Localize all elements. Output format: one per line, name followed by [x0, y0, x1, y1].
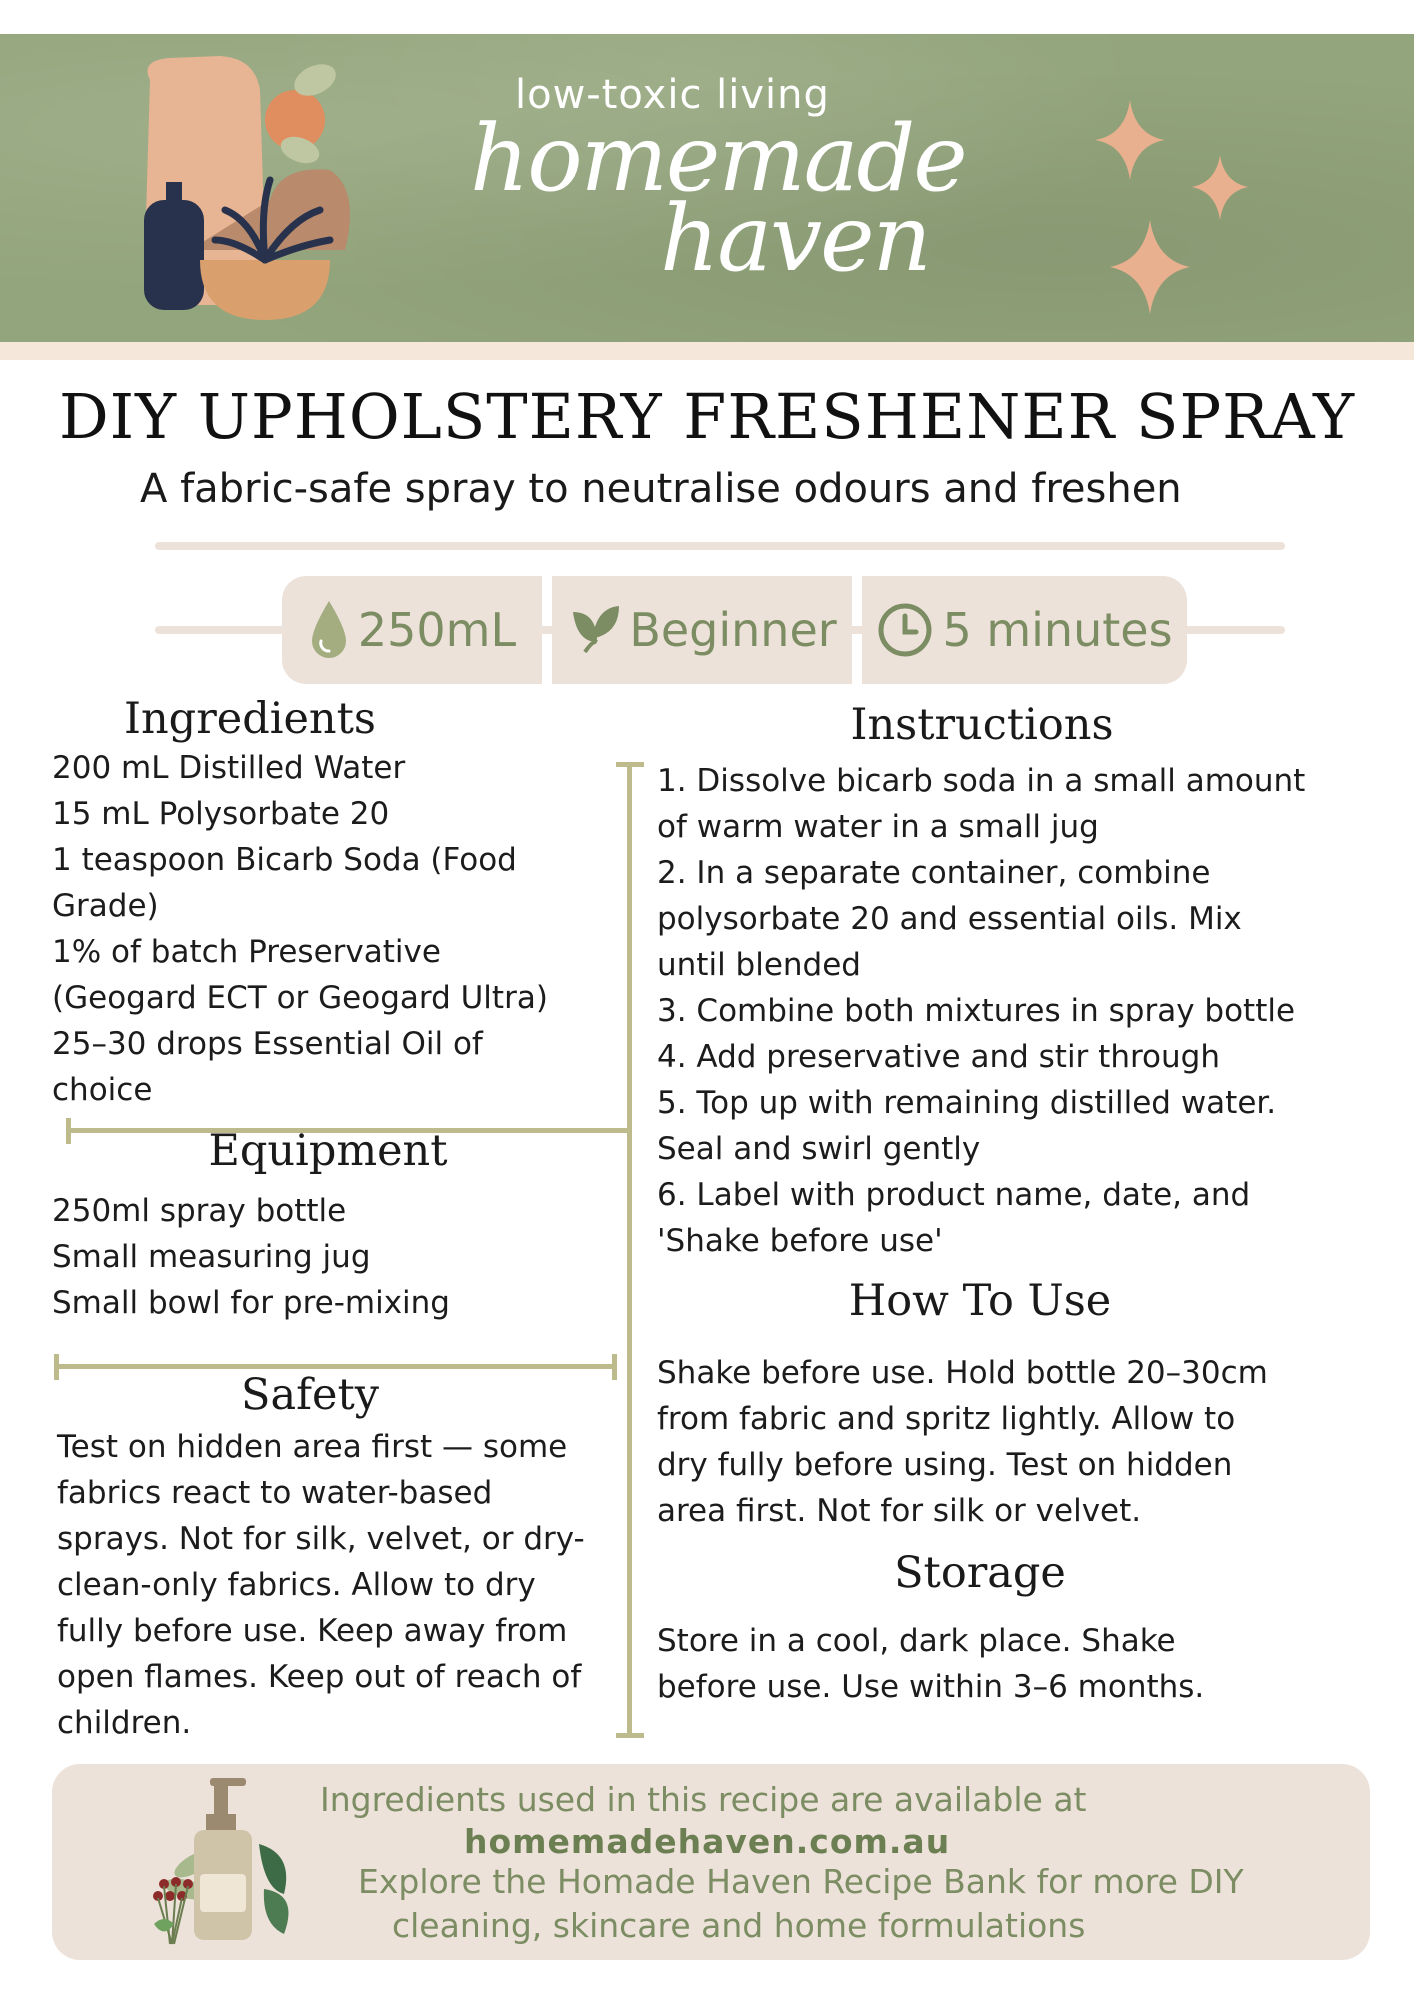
stat-volume-label: 250mL [357, 603, 517, 657]
storage-line: before use. Use within 3–6 months. [657, 1669, 1205, 1705]
instruction-line: Seal and swirl gently [657, 1131, 981, 1167]
safety-line: clean-only fabrics. Allow to dry [57, 1567, 536, 1603]
footer-panel [52, 1764, 1370, 1960]
column-divider-cap-bottom [616, 1733, 644, 1738]
storage-heading: Storage [894, 1548, 1066, 1598]
ingredient-line: 15 mL Polysorbate 20 [52, 796, 390, 832]
safety-line: fabrics react to water-based [57, 1475, 493, 1511]
stat-difficulty-label: Beginner [629, 603, 837, 657]
ingredient-line: 1 teaspoon Bicarb Soda (Food [52, 842, 517, 878]
equipment-line: 250ml spray bottle [52, 1193, 347, 1229]
ingredient-line: choice [52, 1072, 153, 1108]
instruction-line: 5. Top up with remaining distilled water. [657, 1085, 1277, 1121]
instruction-line: 1. Dissolve bicarb soda in a small amount [657, 763, 1306, 799]
ingredient-line: 200 mL Distilled Water [52, 750, 406, 786]
equipment-line: Small measuring jug [52, 1239, 371, 1275]
equipment-list [52, 1188, 450, 1326]
ingredients-list [52, 745, 548, 1113]
footer-availability-text: Ingredients used in this recipe are available at [320, 1780, 1087, 1819]
brand-name-line1: homemade [470, 105, 966, 212]
header-stripe [0, 342, 1414, 360]
plant-vase-illustration [130, 50, 350, 320]
how-to-use-heading: How To Use [848, 1276, 1112, 1326]
column-divider [627, 762, 632, 1736]
clock-icon [876, 601, 934, 659]
column-divider-cap-top [616, 762, 644, 767]
safety-line: open flames. Keep out of reach of [57, 1659, 582, 1695]
footer-formulations-text: cleaning, skincare and home formulations [392, 1906, 1086, 1945]
ingredient-line: Grade) [52, 888, 159, 924]
footer-website-link[interactable]: homemadehaven.com.au [464, 1822, 951, 1861]
safety-line: fully before use. Keep away from [57, 1613, 568, 1649]
ingredients-heading: Ingredients [124, 694, 376, 744]
soap-bottle-illustration [134, 1774, 304, 1954]
stat-time-label: 5 minutes [942, 603, 1173, 657]
how-to-use-line: Shake before use. Hold bottle 20–30cm [657, 1355, 1268, 1391]
instruction-line: 3. Combine both mixtures in spray bottle [657, 993, 1296, 1029]
how-to-use-line: dry fully before using. Test on hidden [657, 1447, 1233, 1483]
how-to-use-line: from fabric and spritz lightly. Allow to [657, 1401, 1236, 1437]
recipe-subtitle: A fabric-safe spray to neutralise odours and freshen [140, 466, 1182, 512]
instruction-line: polysorbate 20 and essential oils. Mix [657, 901, 1242, 937]
how-to-use-line: area first. Not for silk or velvet. [657, 1493, 1142, 1529]
divider-cap [612, 1354, 617, 1380]
storage-line: Store in a cool, dark place. Shake [657, 1623, 1176, 1659]
ingredient-line: 25–30 drops Essential Oil of [52, 1026, 483, 1062]
stat-difficulty [552, 576, 852, 684]
ingredient-line: (Geogard ECT or Geogard Ultra) [52, 980, 548, 1016]
equipment-line: Small bowl for pre-mixing [52, 1285, 450, 1321]
how-to-use-text [657, 1350, 1268, 1534]
droplet-icon [308, 599, 350, 661]
brand-tagline: low-toxic living [515, 72, 830, 118]
title-divider [155, 542, 1285, 550]
instruction-line: 4. Add preservative and stir through [657, 1039, 1220, 1075]
instructions-heading: Instructions [850, 700, 1114, 750]
recipe-title: DIY UPHOLSTERY FRESHENER SPRAY [58, 380, 1356, 453]
stat-volume [282, 576, 542, 684]
divider-cap [66, 1118, 71, 1144]
instruction-line: 2. In a separate container, combine [657, 855, 1211, 891]
sparkle-icons [1090, 90, 1270, 330]
safety-line: children. [57, 1705, 192, 1741]
ingredient-line: 1% of batch Preservative [52, 934, 441, 970]
safety-text [57, 1424, 585, 1746]
instruction-line: 6. Label with product name, date, and [657, 1177, 1251, 1213]
instruction-line: of warm water in a small jug [657, 809, 1099, 845]
instruction-line: until blended [657, 947, 861, 983]
safety-line: Test on hidden area first — some [57, 1429, 568, 1465]
footer-explore-text: Explore the Homade Haven Recipe Bank for more DIY [358, 1862, 1244, 1901]
storage-text [657, 1618, 1204, 1710]
safety-line: sprays. Not for silk, velvet, or dry- [57, 1521, 585, 1557]
instruction-line: 'Shake before use' [657, 1223, 943, 1259]
stats-bar [282, 576, 1187, 684]
safety-heading: Safety [240, 1370, 380, 1420]
brand-name-line2: haven [660, 185, 930, 292]
equipment-heading: Equipment [208, 1126, 448, 1176]
stat-time [862, 576, 1187, 684]
equipment-safety-divider [54, 1364, 617, 1369]
instructions-list [657, 758, 1305, 1264]
leaf-icon [567, 602, 621, 658]
divider-cap [54, 1354, 59, 1380]
